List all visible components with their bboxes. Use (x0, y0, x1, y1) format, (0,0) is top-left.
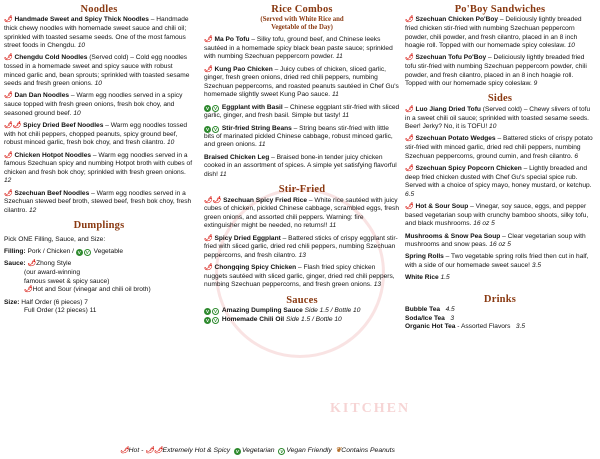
sauce-hot-sour (4, 286, 194, 295)
sauce-label: Sauce: (4, 260, 26, 268)
dumplings-sauce (4, 260, 194, 269)
sides-item-desc: – Lightly breaded and deep fried chicken dusted with Chef Gu's special spice rub. Served with a choice of spicy mayo, honey mustard, or ketchup. (405, 165, 592, 190)
noodles-item-name: Handmade Sweet and Spicy Thick Noodles (14, 16, 149, 24)
noodles-item-price: 10 (166, 139, 175, 147)
pepper-icon: 🌶 (4, 16, 13, 24)
stir-fried-item-desc: – Flash fried spicy chicken nuggets sautéed with sliced garlic, ginger, dried red chili peppers, numbing Szechuan peppercorns, and fresh green onions. (204, 264, 395, 289)
sides-item (405, 135, 595, 161)
pepper-icon: 🌶 (204, 36, 213, 44)
noodles-item (4, 54, 194, 88)
noodles-item-price: 10 (73, 109, 81, 117)
poboy-item-price: 10 (567, 42, 575, 49)
rice-combo-item-name: Braised Chicken Leg (204, 153, 270, 161)
drink-item (405, 323, 595, 331)
sides-item (405, 203, 595, 229)
drink-item (405, 306, 595, 314)
sides-item-price: 16 oz 5 (489, 241, 511, 248)
poboy-item (405, 16, 595, 50)
rice-combo-item (204, 66, 400, 100)
hot-pepper-icon: 🌶 (27, 260, 37, 268)
sides-item-desc: – Vinegar, soy sauce, eggs, and pepper based vegetarian soup with crunchy bamboo shoots, silky tofu, and black mushrooms. (405, 203, 589, 228)
sides-item-price: 10 (489, 123, 497, 130)
sauce-item-price: Side 1.5 / Bottle 10 (304, 307, 361, 315)
stir-fried-item (204, 197, 400, 231)
legend-peanuts: Contains Peanuts (341, 447, 395, 454)
noodles-item-price: 10 (77, 42, 86, 49)
extremely-hot-icon: 🌶🌶 (145, 447, 163, 454)
stir-fried-list (204, 197, 400, 290)
stir-fried-item-name: Szechuan Spicy Fried Rice (223, 196, 308, 204)
stir-fried-item-desc: – Battered sticks of crispy eggplant stir-fried with sliced garlic, dried red chili peppers, numbing Szechuan peppercorns, and fresh cilantro. (204, 234, 398, 259)
vegan-icon: V (213, 309, 218, 315)
dumplings-intro: Pick ONE Filling, Sauce, and Size: (4, 235, 106, 243)
filling-value: Pork / Chicken / (25, 248, 76, 255)
sides-item-price: 6.5 (405, 190, 415, 198)
hot-pepper-icon: 🌶 (24, 286, 33, 293)
pepper-icon: 🌶 (204, 264, 213, 272)
sides-item-desc: – Battered sticks of crispy potato stir-fried with minced garlic, dried red chili peppers, numbing Szechuan peppercorns, ground cumin, and fresh cilantro. (405, 135, 593, 160)
sides-item-name: White Rice (405, 274, 439, 282)
column-left (4, 3, 194, 316)
drink-item (405, 315, 595, 323)
sides-item-name: Mushrooms & Snow Pea Soup (405, 232, 501, 240)
sauce-zhong-sub-a: (our award-winning (24, 269, 81, 277)
noodles-list (4, 16, 194, 215)
vegan-icon: V (213, 126, 218, 132)
rice-combo-item-price: 11 (342, 112, 350, 120)
stir-fried-item-desc: – White rice sautéed with juicy cubes of chicken, pickled Chinese cabbage, scrambled eggs, fresh green onions, and assorted chili peppers. Warning: fire extinguisher might be needed, no returns!! (204, 196, 399, 230)
sides-list (405, 106, 595, 283)
vegan-icon: V (213, 105, 218, 111)
poboy-item-price: 9 (533, 80, 538, 87)
sides-item-name: Szechuan Spicy Popcorn Chicken (415, 165, 522, 172)
sides-item-price: 6 (574, 152, 579, 160)
sides-item-name: Szechuan Potato Wedges (415, 135, 496, 143)
rice-combo-item (204, 36, 400, 62)
stir-fried-item (204, 264, 400, 290)
noodles-item-desc: – Warm egg noodles served in a famous Szechuan spicy and numbing Hotpot broth with cubes of chicken and fresh bok choy; sprinkled with fresh green onions. (4, 151, 193, 176)
noodles-item-name: Chengdu Cold Noodles (14, 54, 88, 62)
vegetarian-icon: V (205, 309, 210, 315)
stir-fried-item-price: 11 (329, 222, 337, 230)
pepper-icon: 🌶 (4, 92, 13, 100)
poboy-item (405, 54, 595, 88)
pepper-icon: 🌶 (405, 105, 414, 113)
rice-combo-item-name: Kung Pao Chicken (214, 65, 273, 73)
sides-item-name: Spring Rolls (405, 253, 444, 261)
noodles-item-desc: – Warm egg noodles tossed with hot chili peppers, chopped peanuts, spicy ground beef, robust minced garlic, fresh bok choy, and fresh cilantro. (4, 122, 188, 147)
noodles-heading: Noodles (80, 4, 118, 15)
noodles-item-name: Spicy Dried Beef Noodles (23, 122, 104, 129)
pepper-icon: 🌶🌶 (4, 122, 22, 129)
sauce-item-price: Side 1.5 / Bottle 10 (285, 315, 342, 323)
stir-fried-heading: Stir-Fried (278, 184, 326, 196)
sauces-heading: Sauces (286, 294, 318, 306)
pepper-icon: 🌶 (204, 234, 213, 242)
poboy-item-desc: – Deliciously lightly breaded fried chicken stir-fried with numbing Szechuan peppercorn powder, chili powder, and fresh cilantro, placed in an 8 inch hoagie roll. Topped with our homemade spicy coleslaw. (405, 16, 582, 49)
rice-combo-item-name: Ma Po Tofu (214, 36, 250, 44)
drink-item-price: 4.5 (445, 306, 455, 314)
stir-fried-item-price: 13 (298, 251, 306, 259)
filling-veg: Vegetable (93, 248, 124, 255)
vegetarian-icon: V (205, 105, 210, 111)
drink-item-price: 3.5 (515, 323, 526, 331)
column-middle (204, 3, 400, 324)
filling-label: Filling: (4, 248, 26, 255)
rice-combo-item-name: Eggplant with Basil (221, 103, 283, 111)
sauce-zhong: Zhong Style (36, 260, 72, 268)
noodles-item-name: Chicken Hotpot Noodles (14, 151, 92, 159)
vegetarian-icon: V (205, 317, 210, 323)
sides-heading: Sides (487, 93, 513, 105)
pepper-icon: 🌶🌶 (204, 196, 222, 204)
noodles-item (4, 16, 194, 50)
size-full: Full Order (12 pieces) 11 (24, 307, 97, 315)
sides-item (405, 253, 595, 270)
rice-combos-subtitle (204, 16, 400, 32)
noodles-item-desc: (Served cold) – Cold egg noodles tossed in a homemade sweet and spicy sauce with robust minced garlic and, bean sprouts; sprinkled with toasted sesame seeds and fresh green onions. (4, 54, 190, 87)
poboy-item-desc: – Deliciously lightly breaded fried tofu stir-fried with numbing Szechuan peppercorn powder, chili powder, and fresh cilantro, placed in an 8 inch hoagie roll. Topped with our homemade spicy coleslaw. (405, 54, 587, 87)
stir-fried-item-name: Spicy Dried Eggplant (214, 234, 281, 242)
pepper-icon: 🌶 (4, 189, 13, 197)
sauce-item (204, 316, 400, 324)
hot-pepper-icon: 🌶 (120, 447, 129, 454)
sides-item-desc: (Served cold) – Chewy slivers of tofu in a sweet chili oil sauce; sprinkled with toasted sesame seeds. Beer! Jerky? No, it is TOFU! (405, 105, 591, 130)
sauce-item-name: Homemade Chili Oil (221, 315, 285, 323)
pepper-icon: 🌶 (405, 203, 414, 210)
pepper-icon: 🌶 (405, 165, 414, 172)
vegetarian-icon: V (235, 449, 239, 454)
sauce-zhong-sub-b: famous sweet & spicy sauce) (24, 277, 110, 285)
sides-item-desc: – Clear vegetarian soup with mushrooms and snow peas. (405, 232, 586, 248)
noodles-item-price: 12 (28, 206, 37, 214)
legend-vegan: Vegan Friendly (286, 447, 332, 454)
sides-item-price: 1.5 (440, 274, 450, 282)
sauce-hot-sour-text: Hot and Sour (vinegar and chili oil broth) (32, 286, 151, 293)
legend-vegetarian: Vegetarian (241, 447, 275, 454)
peanut-icon: ❦ (335, 447, 342, 454)
pepper-icon: 🌶 (405, 54, 414, 62)
rice-combo-item-price: 11 (331, 91, 339, 99)
rice-combo-item-desc: – Braised bone-in tender juicy chicken cooked in an assortment of spices. A simple yet satisfying flavorful dish! (204, 153, 397, 178)
legend-hot: Hot (128, 447, 140, 454)
drinks-list (405, 306, 595, 331)
pepper-icon: 🌶 (4, 151, 13, 159)
stir-fried-item (204, 235, 400, 261)
drink-item-name: Organic Hot Tea (405, 323, 456, 331)
drink-item-desc: - Assorted Flavors (455, 323, 511, 331)
rice-combo-item-desc: – Juicy cubes of chicken, sliced garlic, ginger, fresh green onions, dried red chili peppers, numbing Szechuan peppercorns, and roasted peanuts sautéed in Chef Gu's homemade slightly sweet Kung Pao sauce. (204, 65, 399, 99)
rice-combo-item-price: 11 (335, 53, 343, 61)
noodles-item-desc: – Warm egg noodles served in a spicy sauce topped with fresh green onions, fresh bok choy, and seasoned ground beef. (4, 92, 183, 117)
rice-combo-item-name: Stir-fried String Beans (221, 124, 292, 132)
rice-combo-item (204, 104, 400, 121)
rice-combo-item-desc: – Chinese eggplant stir-fried with sliced garlic, ginger, and fresh basil. Simple but tasty! (204, 103, 400, 120)
noodles-item-desc: – Warm egg noodles served in a Szechuan stewed beef broth, stewed beef, fresh bok choy, fresh cilantro. (4, 189, 192, 214)
dumplings-filling (4, 248, 194, 256)
sides-item-price: 3.5 (531, 261, 541, 269)
stir-fried-item-price: 13 (373, 281, 382, 289)
sauce-item (204, 307, 400, 315)
noodles-item (4, 190, 194, 216)
rice-combos-heading: Rice Combos (271, 4, 333, 15)
noodles-item-name: Szechuan Beef Noodles (14, 189, 90, 197)
vegan-icon: V (213, 317, 218, 323)
drink-item-name: Bubble Tea (405, 306, 441, 314)
dumplings-size (4, 299, 194, 307)
drink-item-price: 3 (450, 314, 454, 322)
size-half: Half Order (6 pieces) 7 (19, 298, 88, 306)
vegan-icon: V (85, 250, 89, 255)
sides-item-name: Luo Jiang Dried Tofu (415, 105, 481, 113)
poboy-item-name: Szechuan Tofu Po'Boy (415, 54, 487, 62)
vegetarian-icon: V (77, 250, 81, 255)
vegan-icon: V (280, 449, 284, 454)
noodles-item-price: 10 (94, 80, 102, 87)
noodles-item (4, 152, 194, 186)
noodles-item-name: Dan Dan Noodles (14, 92, 70, 100)
poboy-heading: Po'Boy Sandwiches (454, 4, 546, 15)
rice-subtitle-a: (Served with White Rice and (260, 16, 344, 24)
pepper-icon: 🌶 (405, 16, 414, 24)
rice-combo-item (204, 125, 400, 150)
vegetarian-icon: V (205, 126, 210, 132)
noodles-item-desc: – Handmade thick chewy noodles with homemade sweet sauce and chili oil; sprinkled with toasted sesame seeds. One of the most famous street foods in Chengdu. (4, 16, 189, 49)
rice-subtitle-b: Vegetable of the Day) (271, 24, 333, 32)
dumplings-heading: Dumplings (73, 220, 125, 232)
rice-combo-item (204, 154, 400, 179)
rice-combo-item-price: 11 (258, 141, 266, 149)
drinks-heading: Drinks (483, 293, 517, 305)
sides-item (405, 274, 595, 282)
sides-item (405, 233, 595, 250)
legend: 🌶Hot - 🌶🌶Extremely Hot & Spicy V Vegetarian V Vegan Friendly ❦Contains Peanuts (120, 447, 395, 454)
sides-item (405, 106, 595, 132)
rice-combo-item-price: 11 (219, 170, 227, 178)
pepper-icon: 🌶 (405, 135, 414, 143)
noodles-item (4, 92, 194, 118)
sauce-item-name: Amazing Dumpling Sauce (221, 307, 303, 315)
rice-list (204, 36, 400, 179)
stir-fried-item-name: Chongqing Spicy Chicken (214, 264, 297, 272)
drink-item-name: Soda/Ice Tea (405, 314, 445, 322)
pepper-icon: 🌶 (204, 65, 213, 73)
noodles-item (4, 122, 194, 148)
sides-item (405, 165, 595, 199)
column-right (405, 3, 595, 332)
watermark-kitchen-text: KITCHEN (330, 401, 411, 416)
pepper-icon: 🌶 (4, 54, 13, 62)
poboy-list (405, 16, 595, 88)
legend-extremely-hot: Extremely Hot & Spicy (162, 447, 231, 454)
dumplings-block (4, 236, 194, 316)
rice-combo-item-desc: – Silky tofu, ground beef, and Chinese leeks sautéed in a homemade spicy black bean paste sauce; sprinkled with numbing Szechuan peppercorn powder. (204, 36, 393, 61)
size-label: Size: (4, 298, 20, 306)
sides-item-name: Hot & Sour Soup (415, 203, 469, 210)
poboy-item-name: Szechuan Chicken Po'Boy (415, 16, 499, 24)
sides-item-price: 16 oz 5 (473, 220, 495, 228)
rice-combo-item-desc: – String beans stir-fried with little bits of marinated pickled Chinese cabbage, robust minced garlic, and green onions. (204, 124, 393, 149)
noodles-item-price: 12 (4, 177, 12, 185)
sauces-list (204, 307, 400, 324)
sides-item-desc: – Two vegetable spring rolls fried then cut in half, with a side of our homemade sweet sauce! (405, 253, 589, 269)
